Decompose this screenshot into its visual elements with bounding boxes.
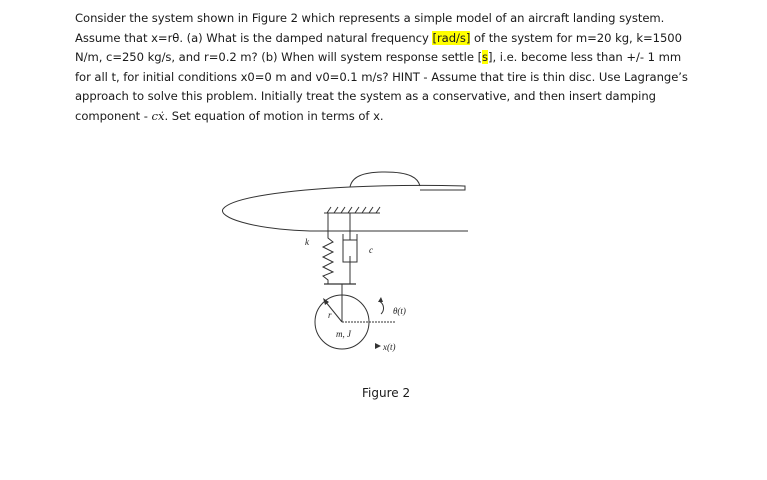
label-mass-inertia: m, J (336, 329, 351, 339)
x-arrowhead (375, 343, 381, 349)
label-theta: θ(t) (393, 306, 406, 316)
problem-line-6-part-b: . Set equation of motion in terms of x. (164, 108, 384, 123)
damping-term: cẋ (151, 108, 165, 123)
highlight-seconds-unit: s (482, 50, 489, 65)
problem-line-3-part-b: ], i.e. become less than +/- 1 mm (488, 50, 682, 65)
problem-line-2-part-a: Assume that x=rθ. (a) What is the damped natural frequency (75, 30, 433, 45)
label-c: c (369, 245, 373, 255)
spring-k (323, 213, 333, 284)
highlight-rad-per-s: [rad/s] (432, 30, 471, 45)
arrows (323, 297, 383, 349)
fuselage-top (350, 172, 420, 187)
problem-line-4: for all t, for initial conditions x0=0 m and v0=0.1 m/s? HINT - Assume that tire is thin disc. Use Lagrange’s (75, 69, 688, 84)
theta-arrowhead (378, 297, 383, 302)
damper-c (343, 213, 357, 284)
problem-line-5: approach to solve this problem. Initially treat the system as a conservative, and then insert damping (75, 89, 656, 104)
wing-outline (222, 185, 468, 231)
problem-line-6-part-a: component - (75, 108, 152, 123)
label-r: r (328, 310, 332, 320)
figure-caption: Figure 2 (362, 386, 411, 400)
theta-arc (379, 301, 383, 314)
problem-line-2-part-b: of the system for m=20 kg, k=1500 (470, 30, 682, 45)
problem-line-3-part-a: N/m, c=250 kg/s, and r=0.2 m? (b) When will system response settle [ (75, 50, 483, 65)
mount-hatching (327, 207, 380, 213)
label-x: x(t) (383, 342, 396, 352)
label-k: k (305, 237, 309, 247)
problem-line-1: Consider the system shown in Figure 2 which represents a simple model of an aircraft landing system. (75, 11, 665, 25)
